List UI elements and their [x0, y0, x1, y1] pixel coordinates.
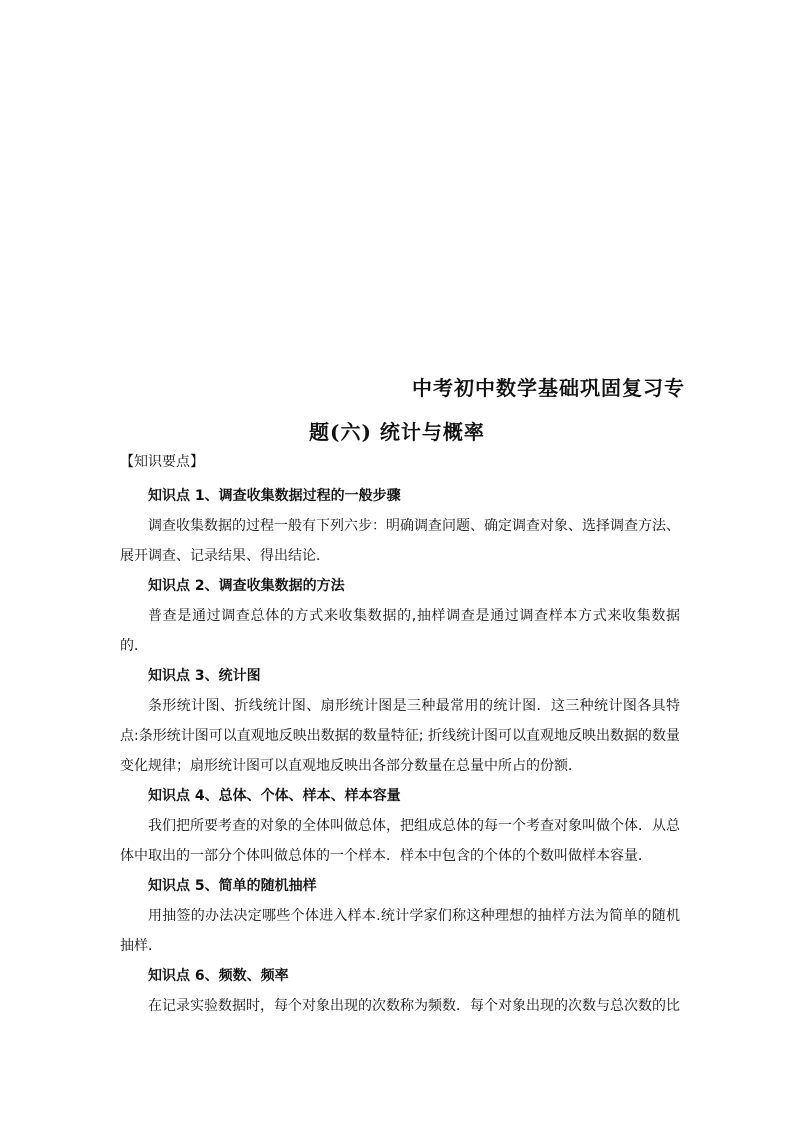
kp-5-body: 用抽签的办法决定哪些个体进入样本.统计学家们称这种理想的抽样方法为简单的随机抽样． [120, 908, 680, 954]
knowledge-points [120, 481, 680, 1021]
kp-5-heading: 知识点 5、简单的随机抽样 [148, 878, 317, 894]
kp-4-heading: 知识点 4、总体、个体、样本、样本容量 [148, 788, 401, 804]
kp-6-heading: 知识点 6、频数、频率 [148, 968, 289, 984]
kp-2-body: 普查是通过调查总体的方式来收集数据的,抽样调查是通过调查样本方式来收集数据的． [120, 608, 680, 654]
kp-1-heading: 知识点 1、调查收集数据过程的一般步骤 [148, 488, 401, 504]
section-label: 【知识要点】 [120, 454, 204, 470]
kp-2-heading: 知识点 2、调查收集数据的方法 [148, 578, 345, 594]
kp-1-body: 调查收集数据的过程一般有下列六步：明确调查问题、确定调查对象、选择调查方法、展开调查、记录结果、得出结论． [120, 518, 680, 564]
kp-3-body: 条形统计图、折线统计图、扇形统计图是三种最常用的统计图．这三种统计图各具特点:条形统计图可以直观地反映出数据的数量特征; 折线统计图可以直观地反映出数据的数量变化规律；扇形统计图可以直观地反映出各部分数量在总量中所占的份额． [120, 698, 680, 774]
title-line-1: 中考初中数学基础巩固复习专 [412, 376, 685, 400]
kp-3-heading: 知识点 3、统计图 [148, 668, 261, 684]
title-line-2: 题(六) 统计与概率 [309, 420, 485, 444]
kp-4-body: 我们把所要考查的对象的全体叫做总体，把组成总体的每一个考查对象叫做个体．从总体中取出的一部分个体叫做总体的一个样本．样本中包含的个体的个数叫做样本容量． [120, 818, 680, 864]
kp-6-body: 在记录实验数据时，每个对象出现的次数称为频数．每个对象出现的次数与总次数的比 [148, 998, 680, 1014]
